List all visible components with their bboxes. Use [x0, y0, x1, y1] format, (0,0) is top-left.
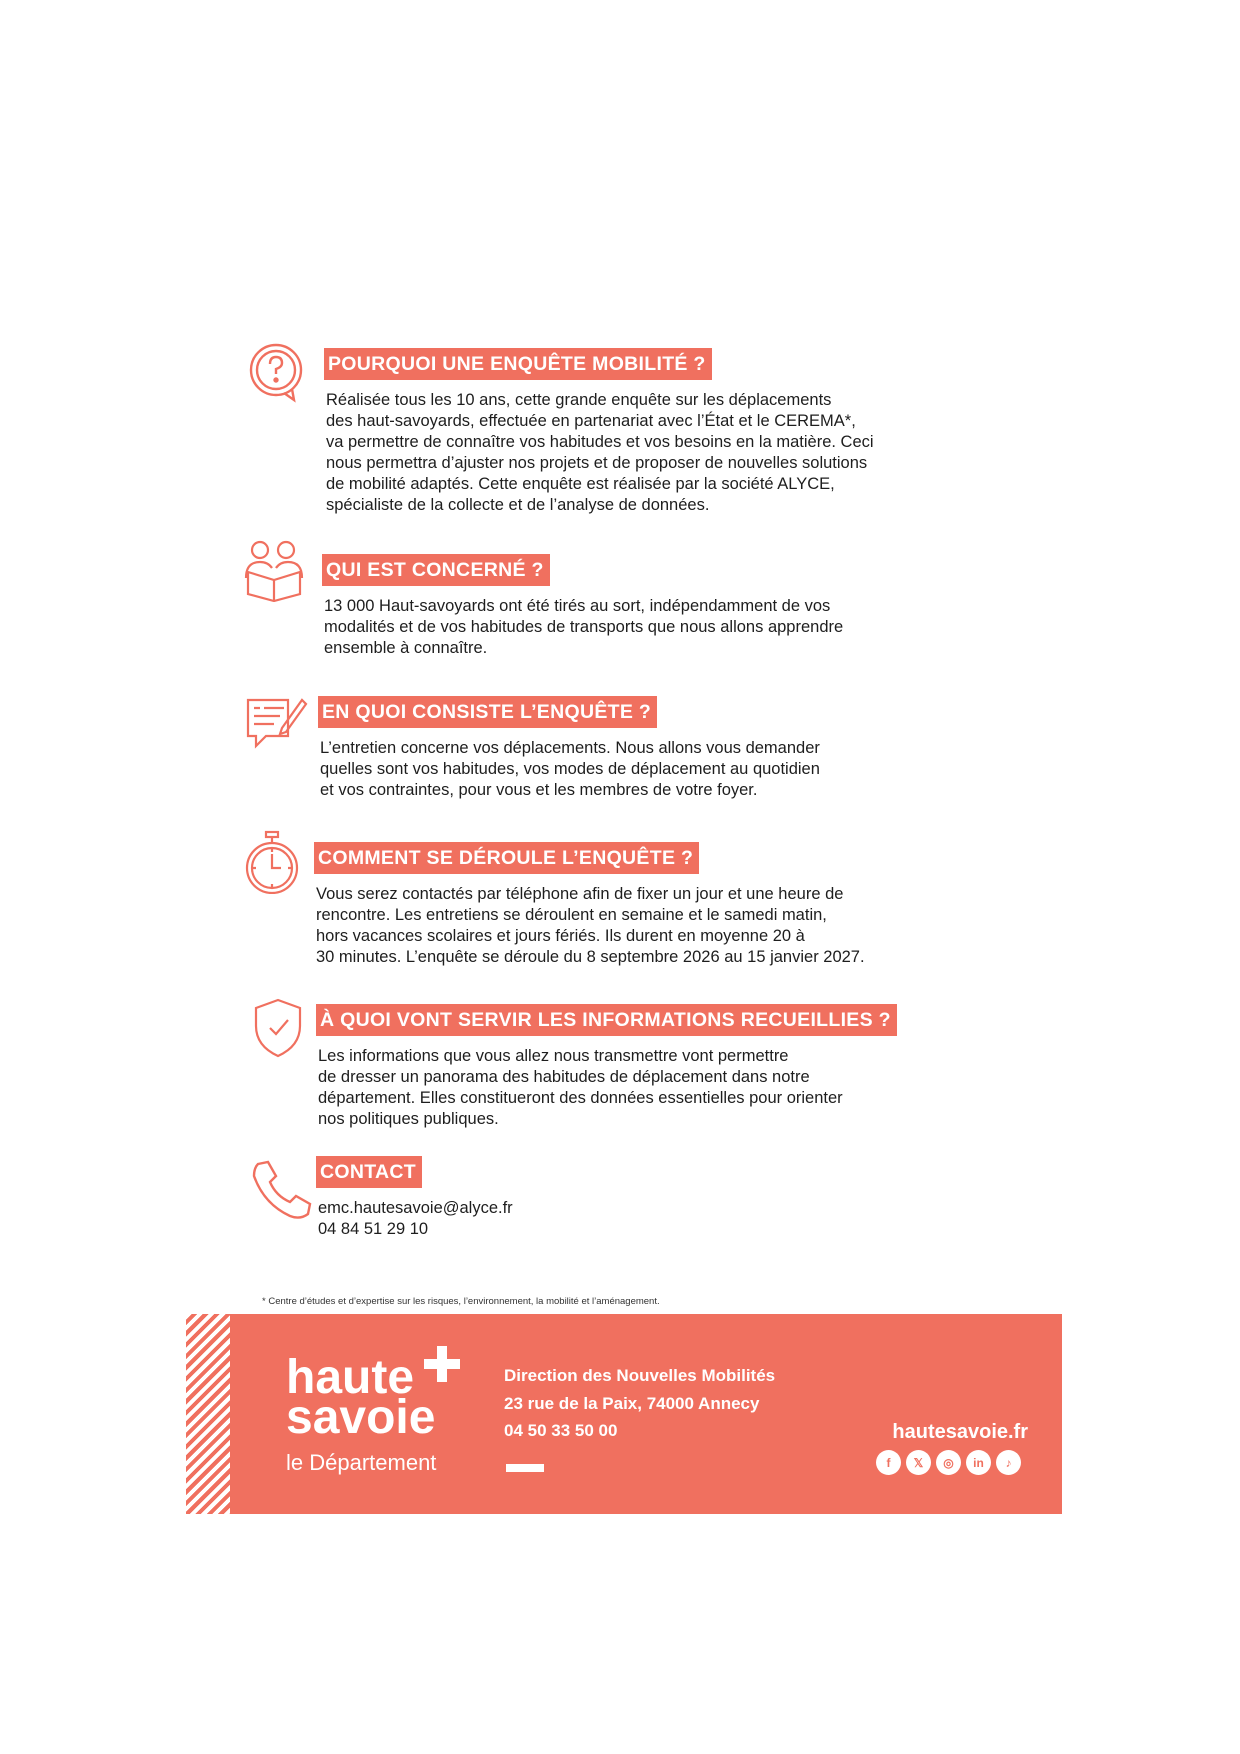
phone-icon — [250, 1158, 314, 1222]
address-phone[interactable]: 04 50 33 50 00 — [504, 1421, 618, 1440]
section-consiste — [240, 688, 1000, 818]
body-line: et vos contraintes, pour vous et les membres de votre foyer. — [320, 781, 758, 799]
stopwatch-icon — [240, 830, 304, 894]
section-heading: COMMENT SE DÉROULE L’ENQUÊTE ? — [314, 842, 699, 874]
haute-savoie-logo — [286, 1344, 466, 1494]
shield-check-icon — [246, 996, 310, 1060]
hatch-decoration — [186, 1314, 230, 1514]
section-deroule — [240, 830, 1000, 980]
body-line: des haut-savoyards, effectuée en partenariat avec l’État et le CEREMA*, — [326, 412, 856, 430]
social-links — [876, 1450, 1021, 1475]
footer-address — [504, 1362, 775, 1445]
contact-details — [318, 1198, 513, 1240]
footer-banner — [186, 1314, 1062, 1514]
body-line: ensemble à connaître. — [324, 639, 488, 657]
body-line: rencontre. Les entretiens se déroulent en semaine et le samedi matin, — [316, 906, 827, 924]
body-line: Vous serez contactés par téléphone afin de fixer un jour et une heure de — [316, 885, 844, 903]
section-body — [320, 738, 820, 801]
facebook-icon[interactable]: f — [876, 1450, 901, 1475]
people-reading-icon — [242, 538, 306, 602]
section-heading: QUI EST CONCERNÉ ? — [322, 554, 550, 586]
section-informations — [240, 996, 1000, 1136]
logo-line: savoie — [286, 1391, 436, 1444]
body-line: hors vacances scolaires et jours fériés. Ils durent en moyenne 20 à — [316, 927, 805, 945]
plus-icon — [422, 1344, 462, 1384]
section-qui — [240, 538, 1000, 668]
body-line: Réalisée tous les 10 ans, cette grande enquête sur les déplacements — [326, 391, 832, 409]
section-heading: POURQUOI UNE ENQUÊTE MOBILITÉ ? — [324, 348, 712, 380]
footnote: * Centre d’études et d’expertise sur les risques, l’environnement, la mobilité et l’aménagement. — [262, 1296, 660, 1307]
address-line: Direction des Nouvelles Mobilités — [504, 1366, 776, 1385]
question-bubble-icon — [244, 340, 308, 404]
linkedin-icon[interactable]: in — [966, 1450, 991, 1475]
body-line: spécialiste de la collecte et de l’analyse de données. — [326, 496, 710, 514]
instagram-icon[interactable]: ◎ — [936, 1450, 961, 1475]
form-pen-icon — [244, 692, 308, 756]
section-body — [326, 390, 874, 516]
section-pourquoi — [240, 340, 1000, 520]
body-line: nous permettra d’ajuster nos projets et de proposer de nouvelles solutions — [326, 454, 868, 472]
logo-line: le Département — [286, 1450, 437, 1475]
tiktok-icon[interactable]: ♪ — [996, 1450, 1021, 1475]
body-line: quelles sont vos habitudes, vos modes de déplacement au quotidien — [320, 760, 820, 778]
body-line: Les informations que vous allez nous transmettre vont permettre — [318, 1047, 789, 1065]
body-line: L’entretien concerne vos déplacements. Nous allons vous demander — [320, 739, 820, 757]
section-body — [324, 596, 843, 659]
x-icon[interactable]: 𝕏 — [906, 1450, 931, 1475]
body-line: va permettre de connaître vos habitudes et vos besoins en la matière. Ceci — [326, 433, 874, 451]
section-contact — [240, 1156, 1000, 1266]
section-heading: À QUOI VONT SERVIR LES INFORMATIONS RECUEILLIES ? — [316, 1004, 897, 1036]
body-line: 13 000 Haut-savoyards ont été tirés au sort, indépendamment de vos — [324, 597, 831, 615]
body-line: modalités et de vos habitudes de transports que nous allons apprendre — [324, 618, 844, 636]
contact-email[interactable]: emc.hautesavoie@alyce.fr — [318, 1199, 513, 1217]
section-body — [316, 884, 865, 968]
website-link[interactable]: hautesavoie.fr — [892, 1421, 1028, 1443]
address-line: 23 rue de la Paix, 74000 Annecy — [504, 1393, 760, 1413]
body-line: département. Elles constitueront des données essentielles pour orienter — [318, 1089, 843, 1107]
body-line: de dresser un panorama des habitudes de déplacement dans notre — [318, 1068, 810, 1086]
body-line: de mobilité adaptés. Cette enquête est réalisée par la société ALYCE, — [326, 475, 835, 493]
section-heading: EN QUOI CONSISTE L’ENQUÊTE ? — [318, 696, 657, 728]
section-body — [318, 1046, 843, 1130]
logo-line: haute — [286, 1351, 415, 1404]
section-heading: CONTACT — [316, 1156, 422, 1188]
divider — [506, 1464, 544, 1472]
body-line: nos politiques publiques. — [318, 1110, 499, 1128]
body-line: 30 minutes. L’enquête se déroule du 8 septembre 2026 au 15 janvier 2027. — [316, 948, 865, 966]
contact-phone[interactable]: 04 84 51 29 10 — [318, 1220, 429, 1238]
